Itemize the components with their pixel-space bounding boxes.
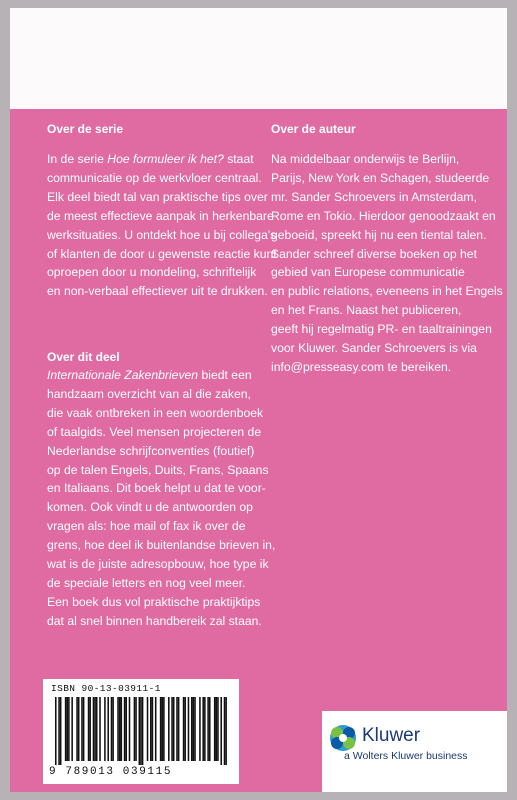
author-line-pre: gebied van Europese communicatie xyxy=(271,265,465,280)
author-line xyxy=(271,358,503,377)
book-line xyxy=(47,536,275,555)
series-text xyxy=(47,150,277,301)
book-line xyxy=(47,461,275,480)
book-line-pre: komen. Ook vindt u de antwoorden op xyxy=(47,500,253,515)
author-line xyxy=(271,301,503,320)
author-line xyxy=(271,245,503,264)
book-line-pre: en Italiaans. Dit boek helpt u dat te voor- xyxy=(47,481,266,496)
book-line-pre: de speciale letters en nog veel meer. xyxy=(47,575,246,590)
book-line xyxy=(47,574,275,593)
author-line xyxy=(271,263,503,282)
series-line xyxy=(47,282,277,301)
series-line xyxy=(47,150,277,169)
author-line xyxy=(271,188,503,207)
author-line-pre: Parijs, New York en Schagen, studeerde xyxy=(271,170,490,185)
book-line xyxy=(47,366,275,385)
book-line xyxy=(47,479,275,498)
series-line xyxy=(47,188,277,207)
author-line xyxy=(271,150,503,169)
author-line xyxy=(271,207,503,226)
series-line-pre: werksituaties. U ontdekt hoe u bij collega's xyxy=(47,227,277,242)
book-line xyxy=(47,593,275,612)
book-line-pre: op de talen Engels, Duits, Frans, Spaans xyxy=(47,462,269,477)
author-line-pre: geeft hij regelmatig PR- en taaltrainingen xyxy=(271,322,492,337)
series-line-em: Hoe formuleer ik het? xyxy=(107,152,224,166)
series-line xyxy=(47,263,277,282)
publisher-tagline: a Wolters Kluwer business xyxy=(344,750,468,762)
series-line-pre: de meest effectieve aanpak in herkenbare xyxy=(47,208,274,223)
author-text xyxy=(271,150,503,377)
series-line xyxy=(47,245,277,264)
book-line xyxy=(47,442,275,461)
isbn-barcode-block xyxy=(43,679,239,784)
book-line xyxy=(47,404,275,423)
book-line xyxy=(47,498,275,517)
book-line-pre: Nederlandse schrijfconventies (foutief) xyxy=(47,443,255,458)
series-line-pre: oproepen door u mondeling, schriftelijk xyxy=(47,265,257,280)
author-line-pre: geboeid, spreekt hij nu een tiental talen. xyxy=(271,227,487,242)
author-line-pre: en public relations, eveneens in het Engels xyxy=(271,284,503,299)
author-line-pre: Sander schreef diverse boeken op het xyxy=(271,246,477,261)
book-text xyxy=(47,366,275,631)
series-line xyxy=(47,226,277,245)
author-line xyxy=(271,226,503,245)
author-line-pre: mr. Sander Schroevers in Amsterdam, xyxy=(271,189,477,204)
publisher-block xyxy=(322,711,507,792)
barcode-icon xyxy=(55,697,227,765)
author-line xyxy=(271,169,503,188)
book-line xyxy=(47,385,275,404)
book-line-pre: grens, hoe deel ik buitenlandse brieven in, xyxy=(47,538,276,553)
series-line xyxy=(47,207,277,226)
series-line-post: staat xyxy=(223,152,254,166)
ean-number: 9 789013 039115 xyxy=(49,766,173,778)
author-line-pre: info@presseasy.com te bereiken. xyxy=(271,359,452,374)
series-line-pre: Elk deel biedt tal van praktische tips over xyxy=(47,189,268,204)
book-line-pre: wat is de juiste adresopbouw, hoe type ik xyxy=(47,557,269,572)
book-line-pre: dat al snel binnen handbereik zal staan. xyxy=(47,613,262,628)
isbn-label: ISBN 90-13-03911-1 xyxy=(51,683,161,694)
publisher-name: Kluwer xyxy=(362,725,421,746)
book-line-pre: of taalgids. Veel mensen projecteren de xyxy=(47,424,262,439)
book-line-post: biedt een xyxy=(198,368,252,382)
back-cover xyxy=(10,8,507,792)
series-line-pre: of klanten de door u gewenste reactie kunt xyxy=(47,246,277,261)
book-line xyxy=(47,555,275,574)
book-heading: Over dit deel xyxy=(47,350,120,364)
book-line xyxy=(47,423,275,442)
author-line-pre: voor Kluwer. Sander Schroevers is via xyxy=(271,341,477,356)
book-line xyxy=(47,517,275,536)
book-line-pre: die vaak ontbreken in een woordenboek xyxy=(47,405,264,420)
author-line-pre: Rome en Tokio. Hierdoor genoodzaakt en xyxy=(271,208,496,223)
book-line-em: Internationale Zakenbrieven xyxy=(47,368,199,382)
series-line xyxy=(47,169,277,188)
kluwer-logo-icon xyxy=(328,723,358,753)
series-line-pre: In de serie xyxy=(47,152,108,166)
author-heading: Over de auteur xyxy=(271,122,356,136)
author-line-pre: Na middelbaar onderwijs te Berlijn, xyxy=(271,152,460,166)
series-heading: Over de serie xyxy=(47,122,124,136)
book-line-pre: Een boek dus vol praktische praktijktips xyxy=(47,594,261,609)
author-line xyxy=(271,282,503,301)
series-line-pre: en non-verbaal effectiever uit te drukken. xyxy=(47,284,268,299)
author-line xyxy=(271,320,503,339)
author-line xyxy=(271,339,503,358)
book-line xyxy=(47,612,275,631)
book-line-pre: vragen als: hoe mail of fax ik over de xyxy=(47,519,246,534)
author-line-pre: en het Frans. Naast het publiceren, xyxy=(271,303,462,318)
book-line-pre: handzaam overzicht van al die zaken, xyxy=(47,386,251,401)
series-line-pre: communicatie op de werkvloer centraal. xyxy=(47,170,262,185)
top-band xyxy=(10,8,507,109)
